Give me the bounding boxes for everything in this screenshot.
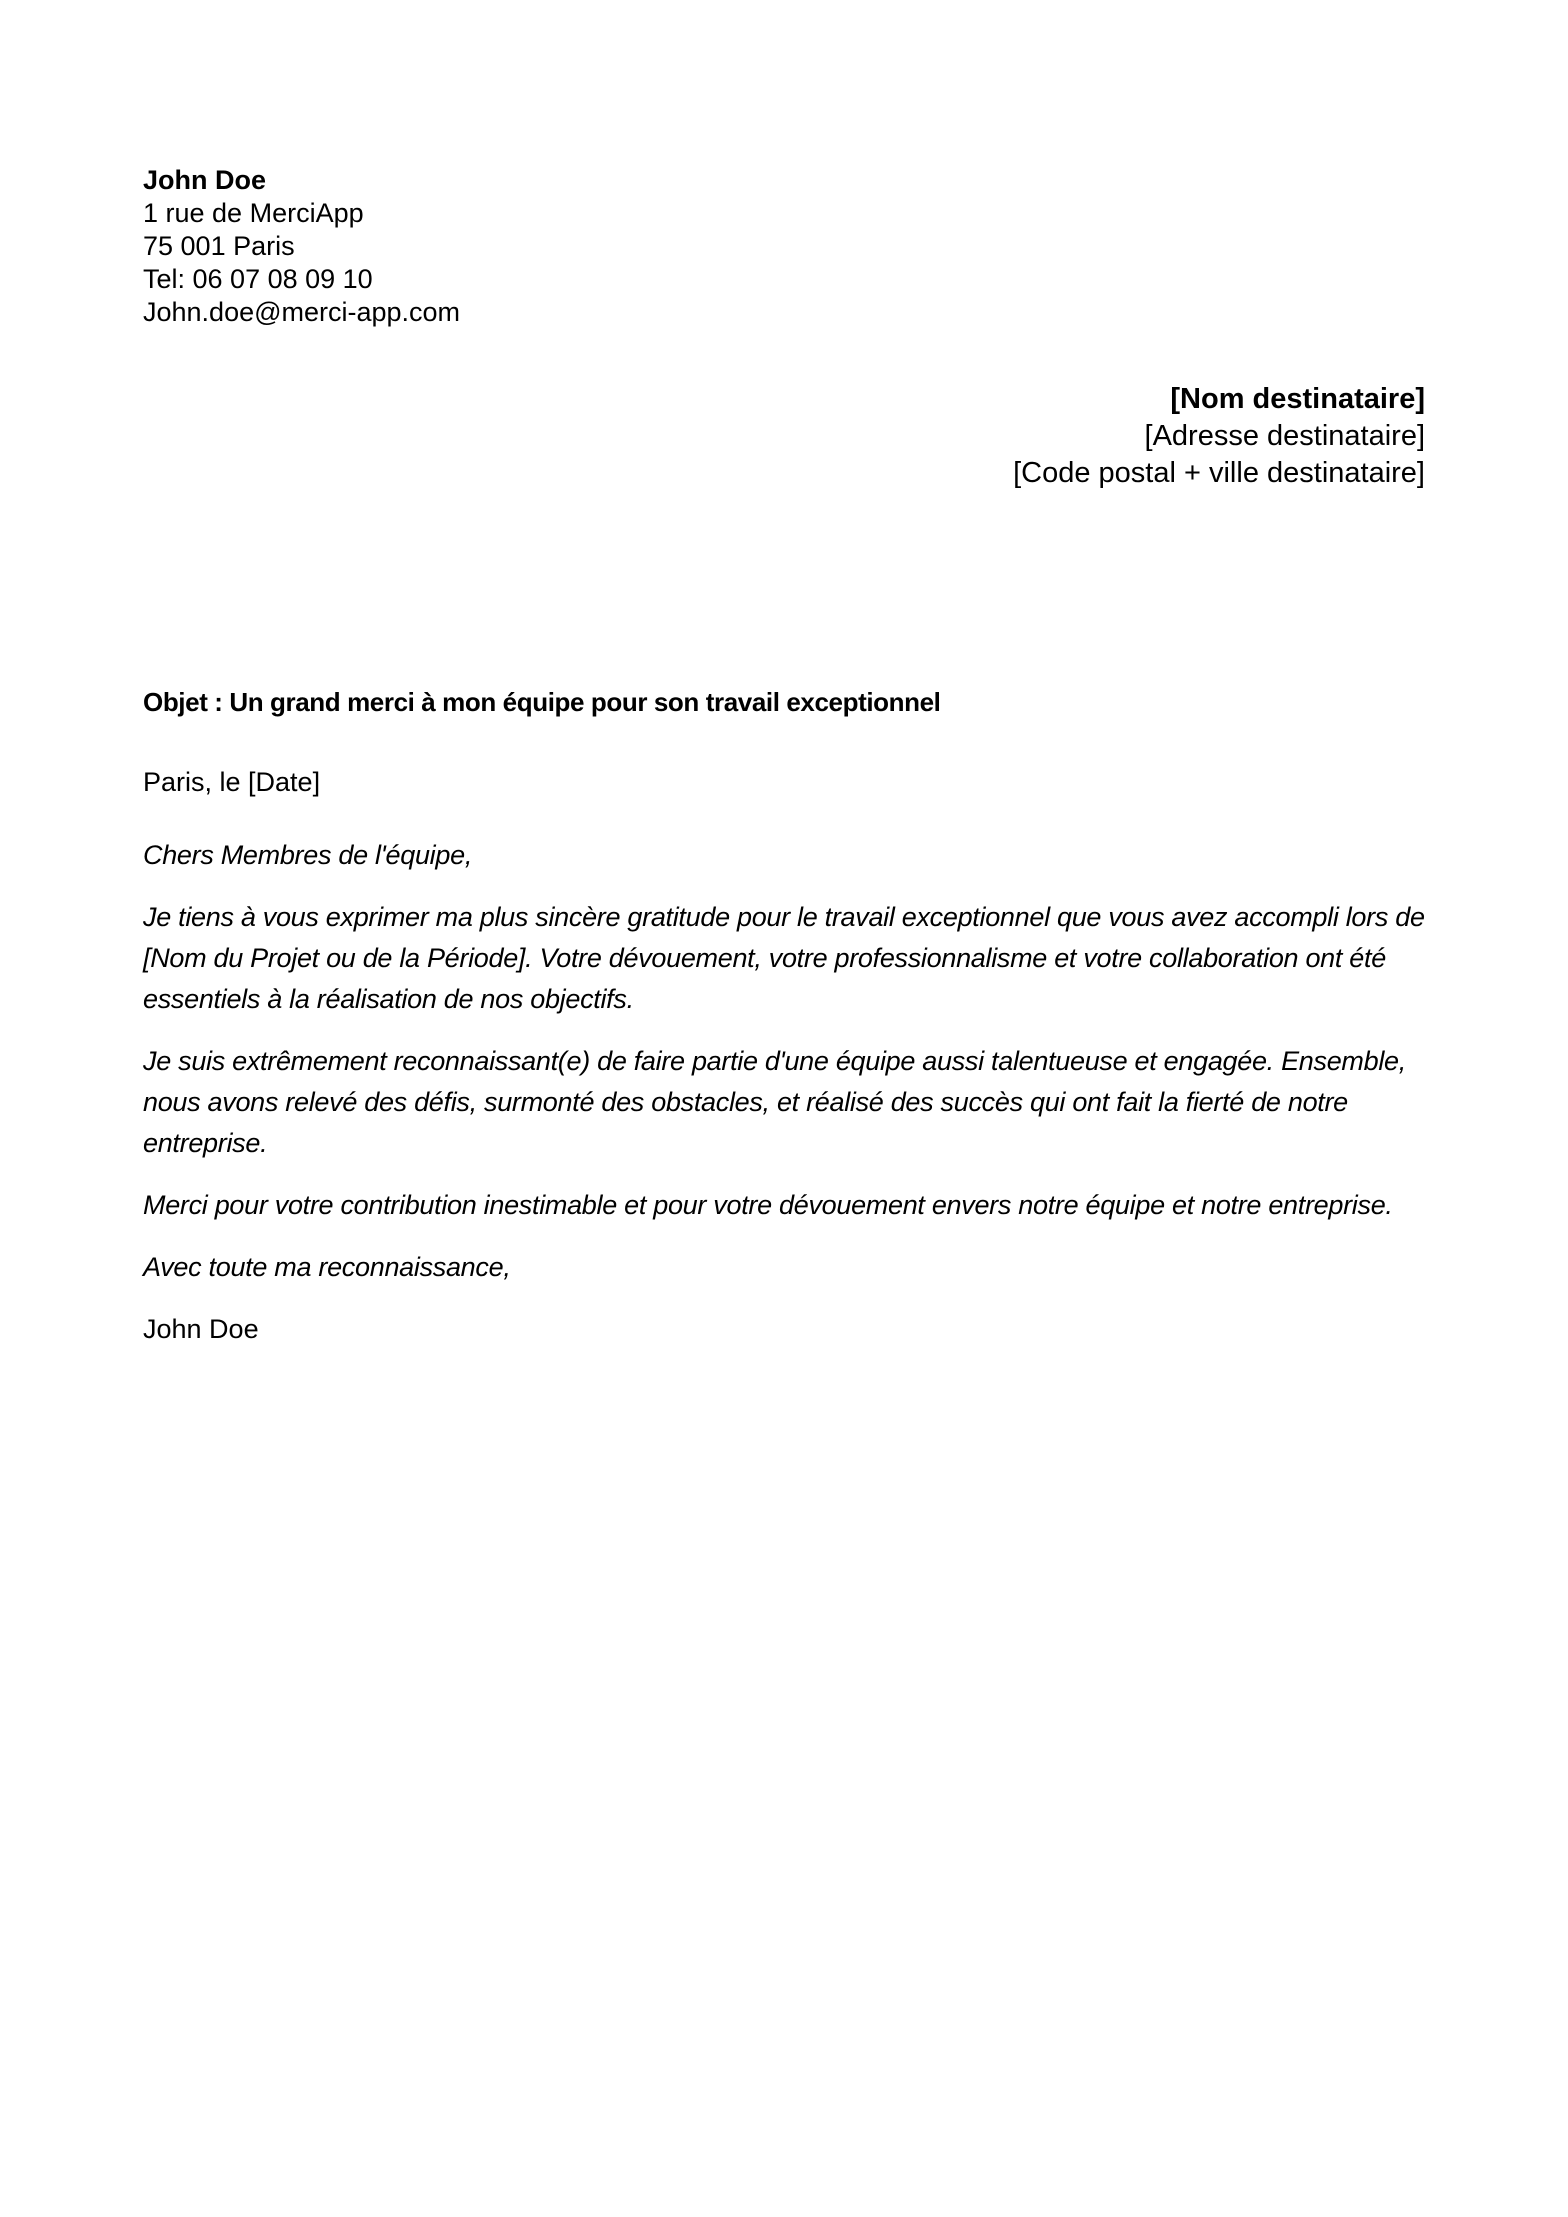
sender-name: John Doe bbox=[143, 165, 267, 195]
signature: John Doe bbox=[143, 1314, 259, 1344]
body-paragraph-3: Merci pour votre contribution inestimable et pour votre dévouement envers notre équipe et notre entreprise. bbox=[143, 1190, 1393, 1220]
recipient-address-placeholder: [Adresse destinataire] bbox=[1144, 420, 1425, 452]
recipient-block bbox=[143, 381, 1425, 492]
sender-city: 75 001 Paris bbox=[143, 231, 295, 261]
sender-phone: Tel: 06 07 08 09 10 bbox=[143, 264, 373, 294]
body-paragraph-2: Je suis extrêmement reconnaissant(e) de faire partie d'une équipe aussi talentueuse et engagée. Ensemble, nous avons relevé des défis, surmonté des obstacles, et réalisé des succès qui ont fait la fierté de notre entreprise. bbox=[143, 1046, 1406, 1158]
closing-formula: Avec toute ma reconnaissance, bbox=[143, 1252, 511, 1282]
recipient-name-placeholder: [Nom destinataire] bbox=[1170, 383, 1425, 415]
subject-line: Objet : Un grand merci à mon équipe pour son travail exceptionnel bbox=[143, 687, 941, 717]
sender-street: 1 rue de MerciApp bbox=[143, 198, 364, 228]
sender-email: John.doe@merci-app.com bbox=[143, 297, 461, 327]
date-line: Paris, le [Date] bbox=[143, 767, 321, 797]
body-paragraph-1: Je tiens à vous exprimer ma plus sincère gratitude pour le travail exceptionnel que vous avez accompli lors de [Nom du Projet ou de la Période]. Votre dévouement, votre professionnalisme et votre collaboration ont été essentiels à la réalisation de nos objectifs. bbox=[143, 902, 1425, 1014]
salutation: Chers Membres de l'équipe, bbox=[143, 840, 473, 870]
recipient-postal-city-placeholder: [Code postal + ville destinataire] bbox=[1013, 457, 1425, 489]
sender-block bbox=[143, 164, 1425, 329]
